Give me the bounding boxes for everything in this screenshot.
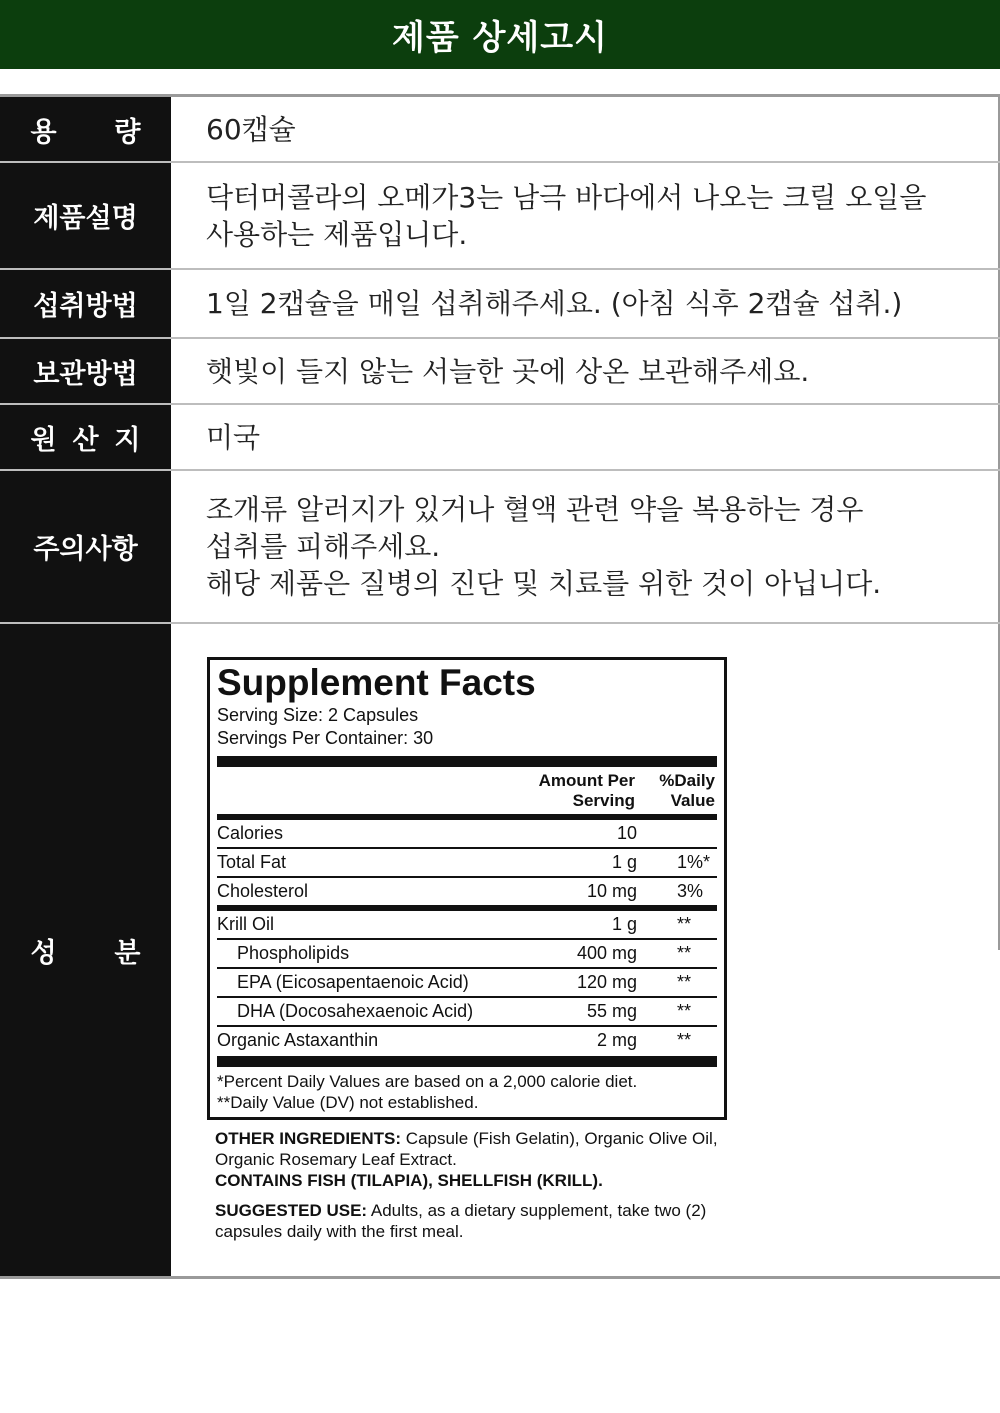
suggested-use-text1: Adults, as a dietary supplement, take two (2) [367,1201,707,1220]
sf-row-phospholipids [217,940,717,967]
suggested-use-label: SUGGESTED USE: [215,1201,368,1220]
description-line1: 닥터머콜라의 오메가3는 남극 바다에서 나오는 크릴 오일을 [206,180,927,214]
sf-row-dha [217,998,717,1025]
banner-title: 제품 상세고시 [392,18,608,58]
supplement-facts-panel [207,657,727,1242]
sf-nutrient-dv: ** [677,914,692,934]
caution-line2: 섭취를 피해주세요. [206,530,441,563]
row-origin [0,405,1000,471]
suggested-use-text2: capsules daily with the first meal. [215,1222,464,1241]
value-origin: 미국 [171,405,1000,469]
sf-nutrient-amount: 1 g [611,914,637,934]
label-origin-char3: 지 [114,424,141,456]
sf-col-amount-line2: Serving [572,791,635,810]
sf-row-calories [217,820,717,847]
sf-footnotes [217,1067,717,1113]
caution-line1: 조개류 알러지가 있거나 혈액 관련 약을 복용하는 경우 [206,493,864,526]
sf-nutrient-name: Calories [217,823,284,843]
sf-row-astaxanthin [217,1027,717,1054]
sf-nutrient-amount: 1 g [611,852,637,872]
sf-col-amount-line1: Amount Per [538,771,635,790]
row-intake [0,270,1000,339]
sf-nutrient-amount: 10 mg [586,881,637,901]
label-origin-char2: 산 [72,424,99,456]
label-description: 제품설명 [0,163,171,268]
description-line2: 사용하는 제품입니다. [206,217,468,251]
row-storage [0,339,1000,405]
sf-title: Supplement Facts [217,662,536,703]
sf-row-epa [217,969,717,996]
label-ingredients [0,624,171,1276]
row-caution [0,471,1000,624]
sf-nutrient-dv: ** [677,943,692,963]
sf-nutrient-dv: ** [677,1001,692,1021]
sf-nutrient-name: Krill Oil [217,914,274,934]
sf-col-dv-line2: Value [670,791,715,810]
allergen-statement: CONTAINS FISH (TILAPIA), SHELLFISH (KRILL). [215,1171,603,1190]
sf-serving-size: Serving Size: 2 Capsules [217,705,419,725]
label-origin-char1: 원 [30,424,57,456]
sf-nutrient-amount: 2 mg [596,1030,637,1050]
label-caution: 주의사항 [0,471,171,622]
sf-row-total-fat [217,849,717,876]
sf-nutrient-name: EPA (Eicosapentaenoic Acid) [237,972,469,992]
product-info-table [0,94,1000,1279]
sf-nutrient-dv: 1%* [677,852,711,872]
label-volume-char2: 량 [114,116,141,148]
supplement-facts-box [207,657,727,1120]
caution-line3: 해당 제품은 질병의 진단 및 치료를 위한 것이 아닙니다. [206,567,882,600]
sf-servings-per-container: Servings Per Container: 30 [217,728,434,748]
label-ingredients-char1: 성 [30,937,57,969]
sf-nutrient-name: Cholesterol [217,881,309,901]
sf-col-dv-line1: %Daily [659,771,715,790]
sf-nutrient-amount: 120 mg [576,972,637,992]
label-volume-char1: 용 [30,116,57,148]
sf-row-cholesterol [217,878,717,905]
label-origin [0,405,171,469]
row-description [0,163,1000,270]
value-description [171,163,1000,268]
sf-nutrient-amount: 400 mg [576,943,637,963]
sf-nutrient-amount: 55 mg [586,1001,637,1021]
value-intake: 1일 2캡슐을 매일 섭취해주세요. (아침 식후 2캡슐 섭취.) [171,270,1000,337]
label-intake: 섭취방법 [0,270,171,337]
sf-divider-thick [217,756,717,767]
other-ingredients [207,1128,727,1242]
sf-nutrient-dv: ** [677,1030,692,1050]
other-ingredients-label: OTHER INGREDIENTS: [215,1129,402,1148]
row-volume [0,97,1000,163]
value-volume: 60캡슐 [171,97,1000,161]
sf-row-krill-oil [217,911,717,938]
label-ingredients-char2: 분 [114,937,141,969]
sf-nutrient-name: Total Fat [217,852,287,872]
sf-footnote-1: *Percent Daily Values are based on a 2,000 calorie diet. [217,1072,638,1091]
label-storage: 보관방법 [0,339,171,403]
sf-nutrient-dv: ** [677,972,692,992]
sf-nutrient-name: DHA (Docosahexaenoic Acid) [237,1001,474,1021]
page-banner [0,0,1000,69]
sf-col-amount [525,771,635,811]
sf-nutrient-name: Organic Astaxanthin [217,1030,379,1050]
sf-col-dv [635,771,717,811]
value-caution [171,471,1000,622]
row-ingredients [0,624,1000,1279]
label-volume [0,97,171,161]
sf-nutrient-name: Phospholipids [237,943,350,963]
sf-nutrient-amount: 10 [616,823,637,843]
other-ingredients-text1: Capsule (Fish Gelatin), Organic Olive Oil, [401,1129,718,1148]
value-storage: 햇빛이 들지 않는 서늘한 곳에 상온 보관해주세요. [171,339,1000,403]
sf-column-header [217,767,717,814]
other-ingredients-text2: Organic Rosemary Leaf Extract. [215,1150,457,1169]
value-ingredients [171,624,1000,1276]
sf-footnote-2: **Daily Value (DV) not established. [217,1093,479,1112]
sf-nutrient-dv: 3% [677,881,704,901]
